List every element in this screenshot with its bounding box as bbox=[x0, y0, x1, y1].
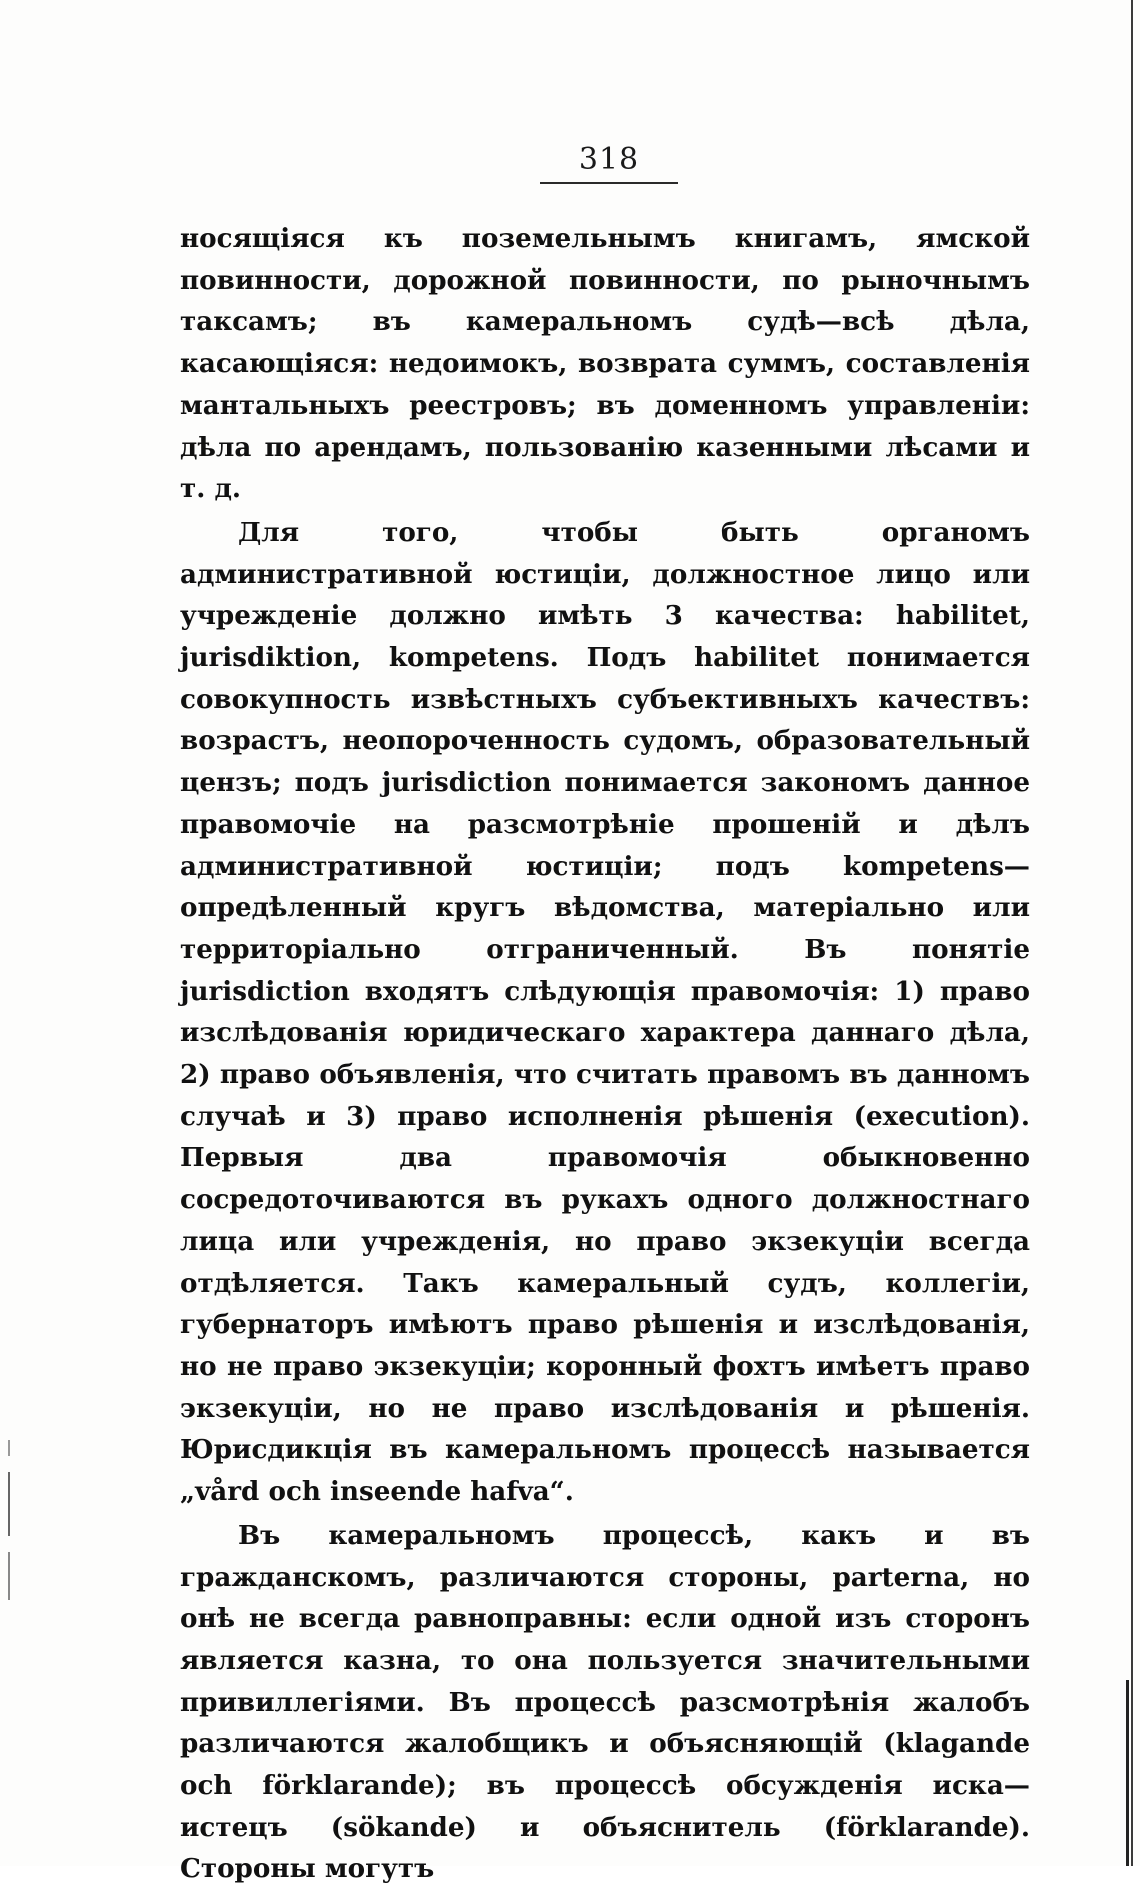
paragraph-3: Въ камеральномъ процессѣ, какъ и въ гражданскомъ, различаются стороны, parterna, но онѣ не всегда равноправны: если одной изъ сторонъ является казна, то она пользуется значительными привиллегіями. Въ процессѣ разсмотрѣнія жалобъ различаются жалобщикъ и объясняющій (klagande och förklarande); въ процессѣ обсужденія иска—истецъ (sökande) и объяснитель (förklarande). Стороны могутъ bbox=[180, 1519, 1030, 1885]
page-edge-shadow bbox=[1126, 1680, 1129, 1866]
scan-margin-mark bbox=[8, 1440, 10, 1600]
paragraph-1: носящіяся къ поземельнымъ книгамъ, ямской повинности, дорожной повинности, по рыночнымъ таксамъ; въ камеральномъ судѣ—всѣ дѣла, касающіяся: недоимокъ, возврата суммъ, составленія мантальныхъ реестровъ; въ доменномъ управленіи: дѣла по арендамъ, пользованію казенными лѣсами и т. д. bbox=[180, 223, 1030, 505]
body-text bbox=[180, 218, 1030, 1890]
page-edge-line bbox=[1131, 0, 1133, 1866]
paragraph-2: Для того, чтобы быть органомъ административной юстиціи, должностное лицо или учрежденіе должно имѣть 3 качества: habilitet, jurisdiktion, kompetens. Подъ habilitet понимается совокупность извѣстныхъ субъективныхъ качествъ: возрастъ, неопороченность судомъ, образовательный цензъ; подъ jurisdiction понимается закономъ данное правомочіе на разсмотрѣніе прошеній и дѣлъ административной юстиціи; подъ kompetens—опредѣленный кругъ вѣдомства, матеріально или территоріально отграниченный. Въ понятіе jurisdiction входятъ слѣдующія правомочія: 1) право изслѣдованія юридическаго характера даннаго дѣла, 2) право объявленія, что считать правомъ въ данномъ случаѣ и 3) право исполненія рѣшенія (execution). Первыя два правомочія обыкновенно сосредоточиваются въ рукахъ одного должностнаго лица или учрежденія, но право экзекуціи всегда отдѣляется. Такъ камеральный судъ, коллегіи, губернаторъ имѣютъ право рѣшенія и изслѣдованія, но не право экзекуціи; коронный фохтъ имѣетъ право экзекуціи, но не право изслѣдованія и рѣшенія. Юрисдикція въ камеральномъ процессѣ называется „vård och inseende hafva“. bbox=[180, 516, 1030, 1508]
page-number: 318 bbox=[578, 142, 640, 177]
header-rule bbox=[540, 182, 678, 184]
